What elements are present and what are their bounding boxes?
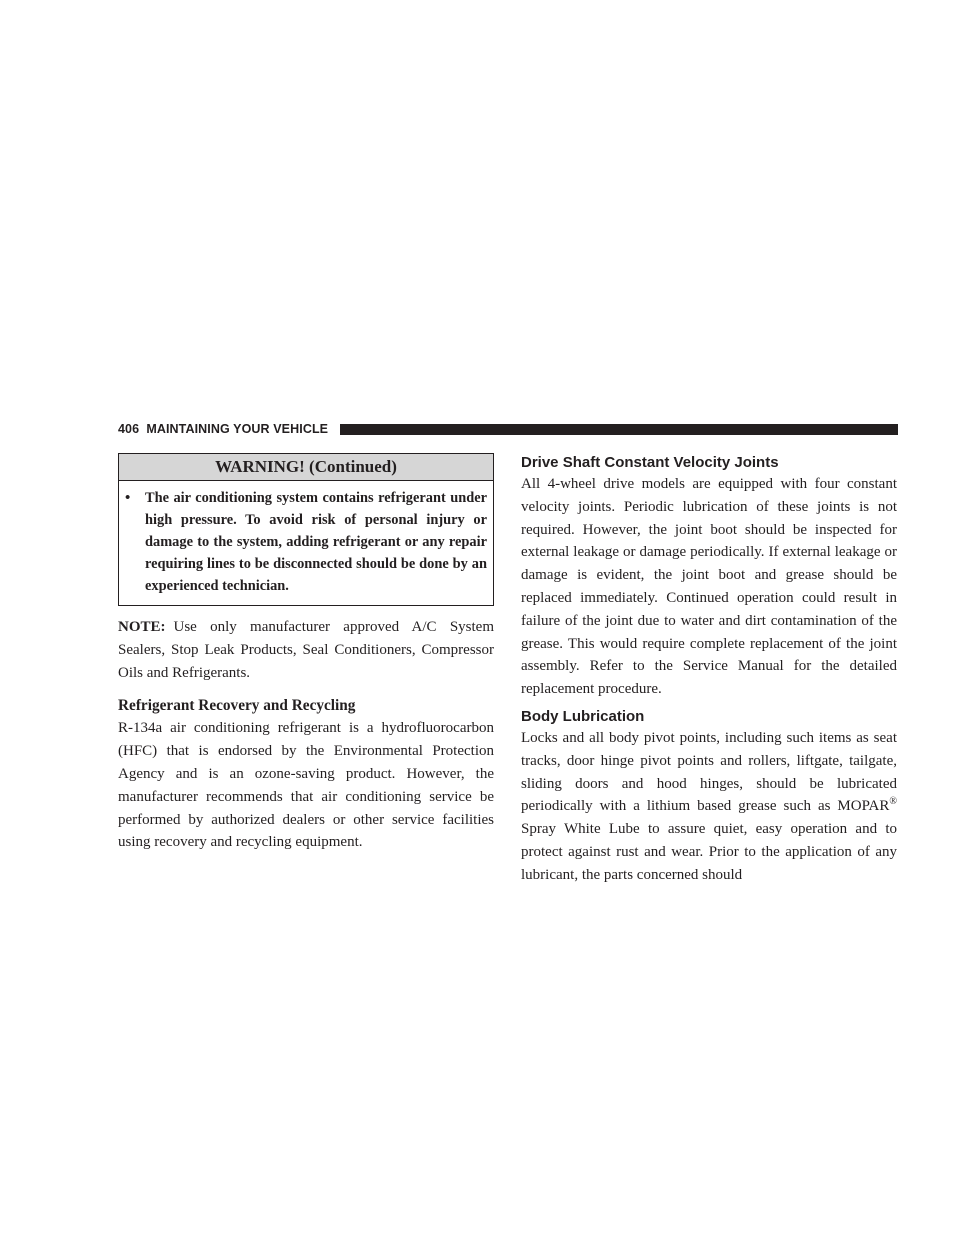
body-lubrication-text-end: Spray White Lube to assure quiet, easy operation and to protect against rust and wear. Prior to the application of any lubricant, the parts concerned should	[521, 821, 897, 883]
warning-body	[119, 481, 493, 605]
page-number: 406	[118, 422, 140, 436]
body-lubrication-text-start: Locks and all body pivot points, including such items as seat tracks, door hinge pivot points and rollers, liftgate, tailgate, sliding doors and hood hinges, should be lubricated periodically with a lithium based grease such as MOPAR	[521, 729, 897, 815]
body-lubrication-text	[521, 727, 897, 887]
refrigerant-text: R-134a air conditioning refrigerant is a hydrofluorocarbon (HFC) that is endorsed by the Environmental Protection Agency and is an ozone-saving product. However, the manufacturer recommends that air conditioning service be performed by authorized dealers or other service facilities using recovery and recycling equipment.	[118, 720, 494, 851]
bullet-icon: •	[125, 490, 131, 506]
right-column	[521, 453, 897, 887]
header-rule	[340, 424, 898, 435]
registered-mark: ®	[889, 796, 897, 808]
header-label	[118, 422, 328, 436]
drive-shaft-heading: Drive Shaft Constant Velocity Joints	[521, 454, 779, 471]
note-text: Use only manufacturer approved A/C System Sealers, Stop Leak Products, Seal Conditioners, Compressor Oils and Refrigerants.	[118, 619, 494, 681]
warning-text: The air conditioning system contains refrigerant under high pressure. To avoid risk of personal injury or damage to the system, adding refrigerant or any repair requiring lines to be disconnected should be done by an experienced technician.	[145, 490, 487, 594]
refrigerant-heading: Refrigerant Recovery and Recycling	[118, 697, 356, 715]
drive-shaft-text: All 4-wheel drive models are equipped with four constant velocity joints. Periodic lubrication of these joints is not required. However, the joint boot should be inspected for external leakage or damage periodically. If external leakage or damage is evident, the joint boot and grease should be replaced immediately. Continued operation could result in failure of the joint due to water and dirt contamination of the grease. This would require complete replacement of the joint assembly. Refer to the Service Manual for the detailed replacement procedure.	[521, 476, 897, 698]
warning-title: WARNING! (Continued)	[119, 454, 493, 481]
note-paragraph	[118, 616, 494, 684]
left-column	[118, 453, 494, 854]
note-label: NOTE:	[118, 619, 166, 635]
body-lubrication-heading: Body Lubrication	[521, 707, 645, 725]
warning-box	[118, 453, 494, 606]
section-title: MAINTAINING YOUR VEHICLE	[146, 422, 329, 436]
page-header	[118, 420, 898, 440]
